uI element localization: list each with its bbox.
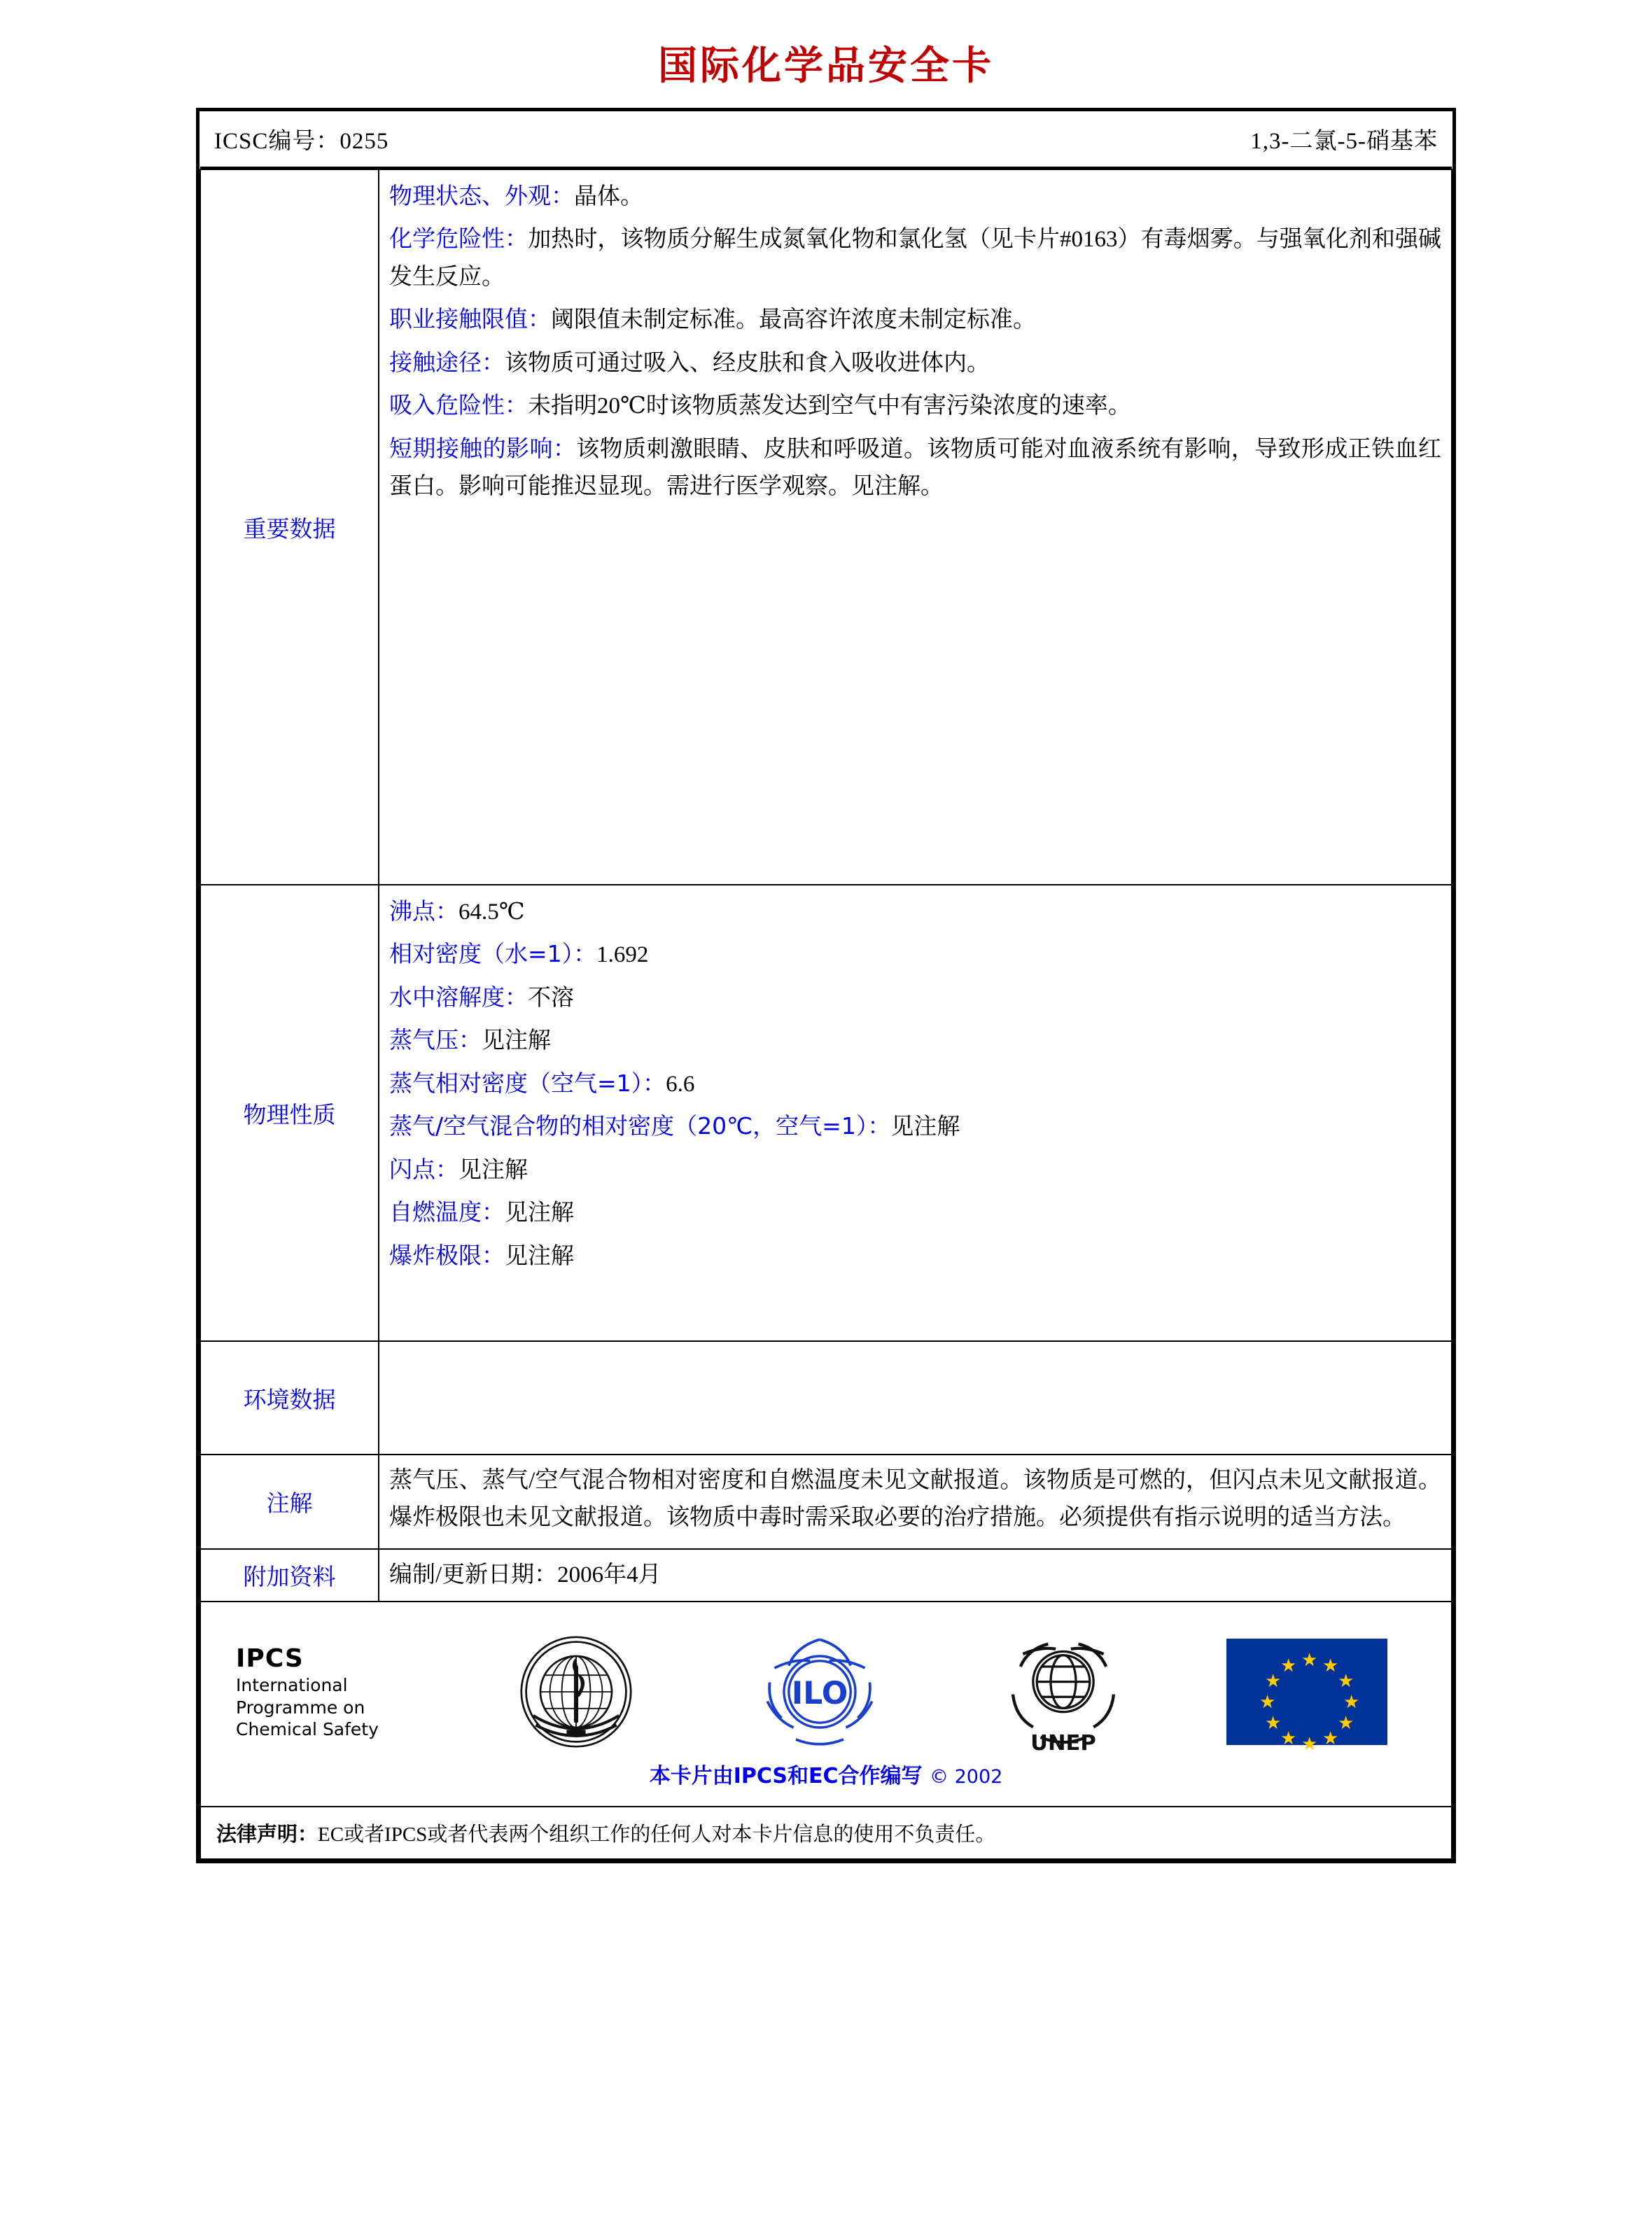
row-extra-info	[200, 1549, 1452, 1602]
legal-text: EC或者IPCS或者代表两个组织工作的任何人对本卡片信息的使用不负责任。	[318, 1823, 996, 1847]
content-environment-data	[379, 1341, 1452, 1455]
kv-value: 不溶	[528, 985, 574, 1011]
content-physical-properties	[379, 885, 1452, 1341]
kv-value: 见注解	[458, 1157, 528, 1183]
legal-label: 法律声明：	[216, 1822, 318, 1847]
credit-line	[211, 1758, 1441, 1799]
row-physical-properties	[200, 885, 1452, 1341]
legal-cell	[200, 1807, 1452, 1859]
content-extra-info: 编制/更新日期：2006年4月	[379, 1549, 1452, 1602]
kv-item	[389, 1107, 1441, 1146]
kv-key: 接触途径：	[389, 348, 505, 376]
credit-copyright: © 2002	[930, 1766, 1003, 1788]
notes-text: 蒸气压、蒸气/空气混合物相对密度和自燃温度未见文献报道。该物质是可燃的，但闪点未见文献报道。爆炸极限也未见文献报道。该物质中毒时需采取必要的治疗措施。必须提供有指示说明的适当方法。	[389, 1468, 1441, 1531]
kv-value: 晶体。	[574, 184, 643, 209]
kv-key: 蒸气压：	[389, 1026, 482, 1054]
kv-item	[389, 1237, 1441, 1275]
unep-caption: UNEP	[1030, 1730, 1096, 1755]
kv-value: 见注解	[505, 1243, 574, 1269]
content-notes	[379, 1455, 1452, 1549]
footer-logos-cell	[200, 1602, 1452, 1807]
kv-item	[389, 1193, 1441, 1232]
card-header-row	[200, 111, 1452, 169]
kv-key: 物理状态、外观：	[389, 182, 574, 209]
row-important-data	[200, 169, 1452, 885]
kv-value: 该物质可通过吸入、经皮肤和食入吸收进体内。	[505, 350, 990, 376]
kv-value: 该物质刺激眼睛、皮肤和呼吸道。该物质可能对血液系统有影响，导致形成正铁血红蛋白。影响可能推迟显现。需进行医学观察。见注解。	[389, 436, 1442, 500]
label-notes: 注解	[200, 1455, 379, 1549]
page-title: 国际化学品安全卡	[658, 43, 994, 89]
row-legal	[200, 1807, 1452, 1859]
label-physical-properties: 物理性质	[200, 885, 379, 1341]
kv-item	[389, 979, 1441, 1017]
row-logos	[200, 1602, 1452, 1807]
kv-item	[389, 1065, 1441, 1103]
kv-value: 未指明20℃时该物质蒸发达到空气中有害污染浓度的速率。	[528, 393, 1131, 419]
ipcs-title: IPCS	[236, 1644, 304, 1674]
kv-key: 化学危险性：	[389, 225, 528, 253]
kv-key: 吸入危险性：	[389, 391, 528, 419]
kv-item	[389, 386, 1441, 425]
eu-flag-graphic: ★ ★ ★ ★ ★ ★ ★ ★ ★ ★ ★ ★	[1226, 1639, 1387, 1745]
icsc-number-value: 0255	[340, 129, 389, 154]
label-important-data: 重要数据	[200, 169, 379, 885]
legal-notice	[201, 1807, 1451, 1858]
logo-strip	[211, 1609, 1441, 1774]
kv-key: 蒸气相对密度（空气=1）：	[389, 1069, 666, 1097]
icsc-number-cell	[200, 111, 826, 168]
label-environment-data: 环境数据	[200, 1341, 379, 1455]
ipcs-line-3: Chemical Safety	[236, 1718, 379, 1739]
svg-text:ILO: ILO	[791, 1675, 848, 1711]
substance-name: 1,3-二氯-5-硝基苯	[826, 111, 1452, 168]
kv-item	[389, 1151, 1441, 1189]
kv-value: 64.5℃	[458, 899, 525, 925]
kv-item	[389, 430, 1441, 506]
kv-item	[389, 935, 1441, 974]
kv-key: 爆炸极限：	[389, 1241, 505, 1269]
kv-item	[389, 177, 1441, 216]
kv-item	[389, 220, 1441, 296]
kv-value: 加热时，该物质分解生成氮氧化物和氯化氢（见卡片#0163）有毒烟雾。与强氧化剂和强碱发生反应。	[389, 227, 1442, 290]
kv-key: 自燃温度：	[389, 1198, 505, 1226]
kv-value: 见注解	[482, 1028, 551, 1054]
kv-key: 蒸气/空气混合物的相对密度（20℃，空气=1）：	[389, 1112, 891, 1140]
kv-value: 1.692	[596, 942, 649, 968]
kv-key: 水中溶解度：	[389, 983, 528, 1011]
kv-value: 见注解	[890, 1114, 960, 1140]
unep-logo	[941, 1629, 1185, 1755]
ipcs-line-2: Programme on	[236, 1697, 365, 1718]
ipcs-line-1: International	[236, 1675, 348, 1696]
credit-text: 本卡片由IPCS和EC合作编写	[649, 1764, 923, 1789]
eu-flag	[1185, 1639, 1429, 1754]
who-logo	[454, 1632, 698, 1751]
kv-key: 职业接触限值：	[389, 305, 551, 333]
ipcs-block	[223, 1643, 454, 1740]
icsc-table	[200, 111, 1452, 1860]
kv-value: 阈限值未制定标准。最高容许浓度未制定标准。	[551, 307, 1036, 333]
row-environment-data	[200, 1341, 1452, 1455]
kv-item	[389, 1021, 1441, 1060]
kv-key: 相对密度（水=1）：	[389, 940, 597, 968]
row-notes	[200, 1455, 1452, 1549]
content-important-data	[379, 169, 1452, 885]
kv-value: 见注解	[505, 1200, 574, 1226]
kv-key: 沸点：	[389, 897, 458, 925]
icsc-number-label: ICSC编号：	[214, 129, 340, 154]
kv-key: 短期接触的影响：	[389, 434, 577, 462]
ilo-logo	[698, 1632, 941, 1751]
kv-key: 闪点：	[389, 1155, 458, 1183]
kv-item	[389, 300, 1441, 339]
kv-item	[389, 344, 1441, 382]
label-extra-info: 附加资料	[200, 1549, 379, 1602]
kv-item	[389, 892, 1441, 931]
icsc-card	[196, 108, 1456, 1863]
kv-value: 6.6	[666, 1071, 695, 1097]
